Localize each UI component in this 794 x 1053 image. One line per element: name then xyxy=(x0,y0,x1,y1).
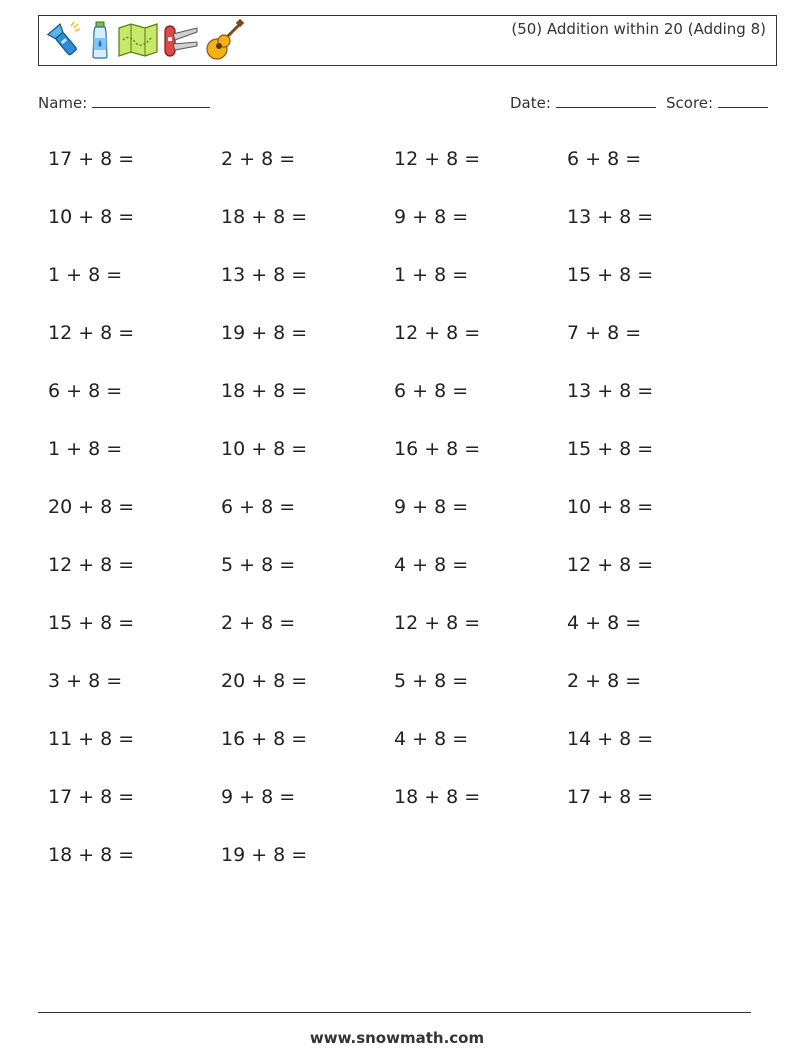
problem-item: 18 + 8 = xyxy=(48,844,135,866)
problem-item: 19 + 8 = xyxy=(221,322,308,344)
name-label: Name: xyxy=(38,94,88,112)
problem-item: 1 + 8 = xyxy=(48,438,123,460)
problem-item: 13 + 8 = xyxy=(567,206,654,228)
problem-item: 2 + 8 = xyxy=(221,612,296,634)
worksheet-header xyxy=(38,15,777,66)
problem-item: 16 + 8 = xyxy=(221,728,308,750)
name-field[interactable] xyxy=(38,93,210,112)
problem-item: 13 + 8 = xyxy=(221,264,308,286)
map-icon xyxy=(117,20,159,64)
problem-item: 12 + 8 = xyxy=(394,612,481,634)
problem-item: 13 + 8 = xyxy=(567,380,654,402)
problem-item: 20 + 8 = xyxy=(48,496,135,518)
problem-item: 6 + 8 = xyxy=(48,380,123,402)
water-bottle-icon xyxy=(87,20,113,64)
problem-item: 17 + 8 = xyxy=(567,786,654,808)
problem-item: 4 + 8 = xyxy=(394,728,469,750)
problem-item: 12 + 8 = xyxy=(48,322,135,344)
header-icons xyxy=(43,20,249,64)
problem-item: 5 + 8 = xyxy=(394,670,469,692)
worksheet-title: (50) Addition within 20 (Adding 8) xyxy=(511,20,766,38)
problem-item: 5 + 8 = xyxy=(221,554,296,576)
problem-item: 17 + 8 = xyxy=(48,786,135,808)
problem-item: 18 + 8 = xyxy=(221,206,308,228)
score-label: Score: xyxy=(666,94,714,112)
problem-item: 2 + 8 = xyxy=(567,670,642,692)
problem-item: 6 + 8 = xyxy=(394,380,469,402)
problem-item: 16 + 8 = xyxy=(394,438,481,460)
problem-item: 9 + 8 = xyxy=(221,786,296,808)
problem-item: 1 + 8 = xyxy=(394,264,469,286)
problem-item: 15 + 8 = xyxy=(567,264,654,286)
footer-divider xyxy=(38,1012,751,1013)
problem-item: 3 + 8 = xyxy=(48,670,123,692)
problem-item: 12 + 8 = xyxy=(48,554,135,576)
problem-item: 7 + 8 = xyxy=(567,322,642,344)
flashlight-icon xyxy=(43,20,83,64)
problem-item: 6 + 8 = xyxy=(221,496,296,518)
problem-item: 14 + 8 = xyxy=(567,728,654,750)
problem-item: 1 + 8 = xyxy=(48,264,123,286)
problem-item: 9 + 8 = xyxy=(394,206,469,228)
problem-item: 11 + 8 = xyxy=(48,728,135,750)
problem-item: 4 + 8 = xyxy=(394,554,469,576)
score-blank[interactable] xyxy=(718,93,768,108)
problem-item: 10 + 8 = xyxy=(567,496,654,518)
date-field[interactable] xyxy=(510,93,656,112)
problem-item: 6 + 8 = xyxy=(567,148,642,170)
score-field[interactable] xyxy=(666,93,768,112)
problem-item: 15 + 8 = xyxy=(567,438,654,460)
problem-item: 10 + 8 = xyxy=(221,438,308,460)
problem-item: 19 + 8 = xyxy=(221,844,308,866)
problem-item: 2 + 8 = xyxy=(221,148,296,170)
name-blank[interactable] xyxy=(92,93,210,108)
problem-item: 12 + 8 = xyxy=(394,148,481,170)
problem-item: 18 + 8 = xyxy=(221,380,308,402)
problem-item: 18 + 8 = xyxy=(394,786,481,808)
date-label: Date: xyxy=(510,94,551,112)
problem-item: 4 + 8 = xyxy=(567,612,642,634)
problem-item: 12 + 8 = xyxy=(394,322,481,344)
problem-item: 15 + 8 = xyxy=(48,612,135,634)
guitar-icon xyxy=(203,19,245,65)
problem-item: 12 + 8 = xyxy=(567,554,654,576)
date-blank[interactable] xyxy=(556,93,656,108)
problem-item: 9 + 8 = xyxy=(394,496,469,518)
footer-website: www.snowmath.com xyxy=(309,1029,485,1047)
problem-item: 10 + 8 = xyxy=(48,206,135,228)
problem-item: 20 + 8 = xyxy=(221,670,308,692)
pocket-knife-icon xyxy=(163,20,199,64)
problem-item: 17 + 8 = xyxy=(48,148,135,170)
